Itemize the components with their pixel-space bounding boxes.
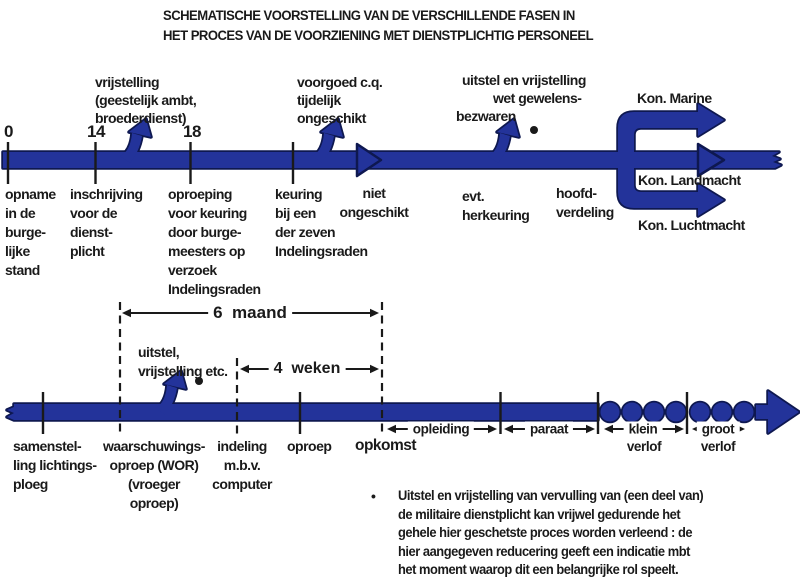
mid-arrowhead (357, 144, 381, 176)
footnote-bullet: • (371, 488, 376, 504)
label-uitstel-wet-1: uitstel en vrijstelling (462, 72, 586, 88)
phase-groot-verlof: verlof (700, 439, 736, 454)
diagram-title: SCHEMATISCHE VOORSTELLING VAN DE VERSCHILLENDE FASEN IN HET PROCES VAN DE VOORZIENING MET DIENSTPLICHTIG PERSONEEL (163, 8, 594, 43)
label-samenstelling: samenstel- ling lichtings- ploeg (13, 438, 97, 492)
phase-opleiding: opleiding (408, 422, 474, 437)
label-waarschuwings: waarschuwings- oproep (WOR) (vroeger oproep) (103, 438, 205, 511)
marker-14: 14 (87, 122, 105, 141)
label-opname: opname in de burge- lijke stand (5, 186, 56, 278)
label-opkomst: opkomst (355, 437, 417, 454)
arrow-fill-pass (3, 104, 799, 433)
reference-dot (530, 126, 538, 134)
label-hoofdverdeling: hoofd- verdeling (556, 185, 614, 220)
label-kon-landmacht: Kon. Landmacht (638, 172, 741, 188)
dim-4-weken: 4 weken (269, 360, 346, 378)
label-voorgoed: voorgoed c.q. tijdelijk ongeschikt (297, 74, 383, 126)
label-kon-marine: Kon. Marine (637, 90, 712, 106)
label-keuring: keuring bij een der zeven Indelingsraden (275, 186, 368, 259)
phase-klein: klein (624, 422, 663, 437)
marker-18: 18 (183, 122, 201, 141)
phase-paraat: paraat (525, 422, 573, 437)
phase-klein-verlof: verlof (626, 439, 662, 454)
label-vrijstelling: vrijstelling (geestelijk ambt, broederdienst) (95, 74, 197, 126)
label-inschrijving: inschrijving voor de dienst- plicht (70, 186, 143, 259)
label-kon-luchtmacht: Kon. Luchtmacht (638, 217, 745, 233)
label-uitstel-wet-2: wet gewelens- (493, 90, 582, 106)
phase-groot: groot (697, 422, 740, 437)
label-oproeping: oproeping voor keuring door burge- meesters op verzoek Indelingsraden (168, 186, 261, 297)
label-uitstel-etc: uitstel, vrijstelling etc. (138, 344, 228, 379)
dim-6-maand: 6 maand (208, 303, 292, 323)
footnote-text: Uitstel en vrijstelling van vervulling van (een deel van) de militaire dienstplicht kan vrijwel gedurende het gehele hier geschetste proces worden verleend : de hier aangegeven reducering geeft een indicatie mbt het moment waarop dit een belangrijke rol speelt. (398, 487, 704, 578)
label-indeling: indeling m.b.v. computer (212, 438, 272, 492)
label-oproep: oproep (287, 438, 332, 454)
label-uitstel-wet-3: bezwaren (456, 108, 516, 124)
label-niet-ongeschikt: niet ongeschikt (339, 185, 409, 220)
marker-0: 0 (4, 122, 13, 141)
label-evt-herkeuring: evt. herkeuring (462, 188, 530, 223)
